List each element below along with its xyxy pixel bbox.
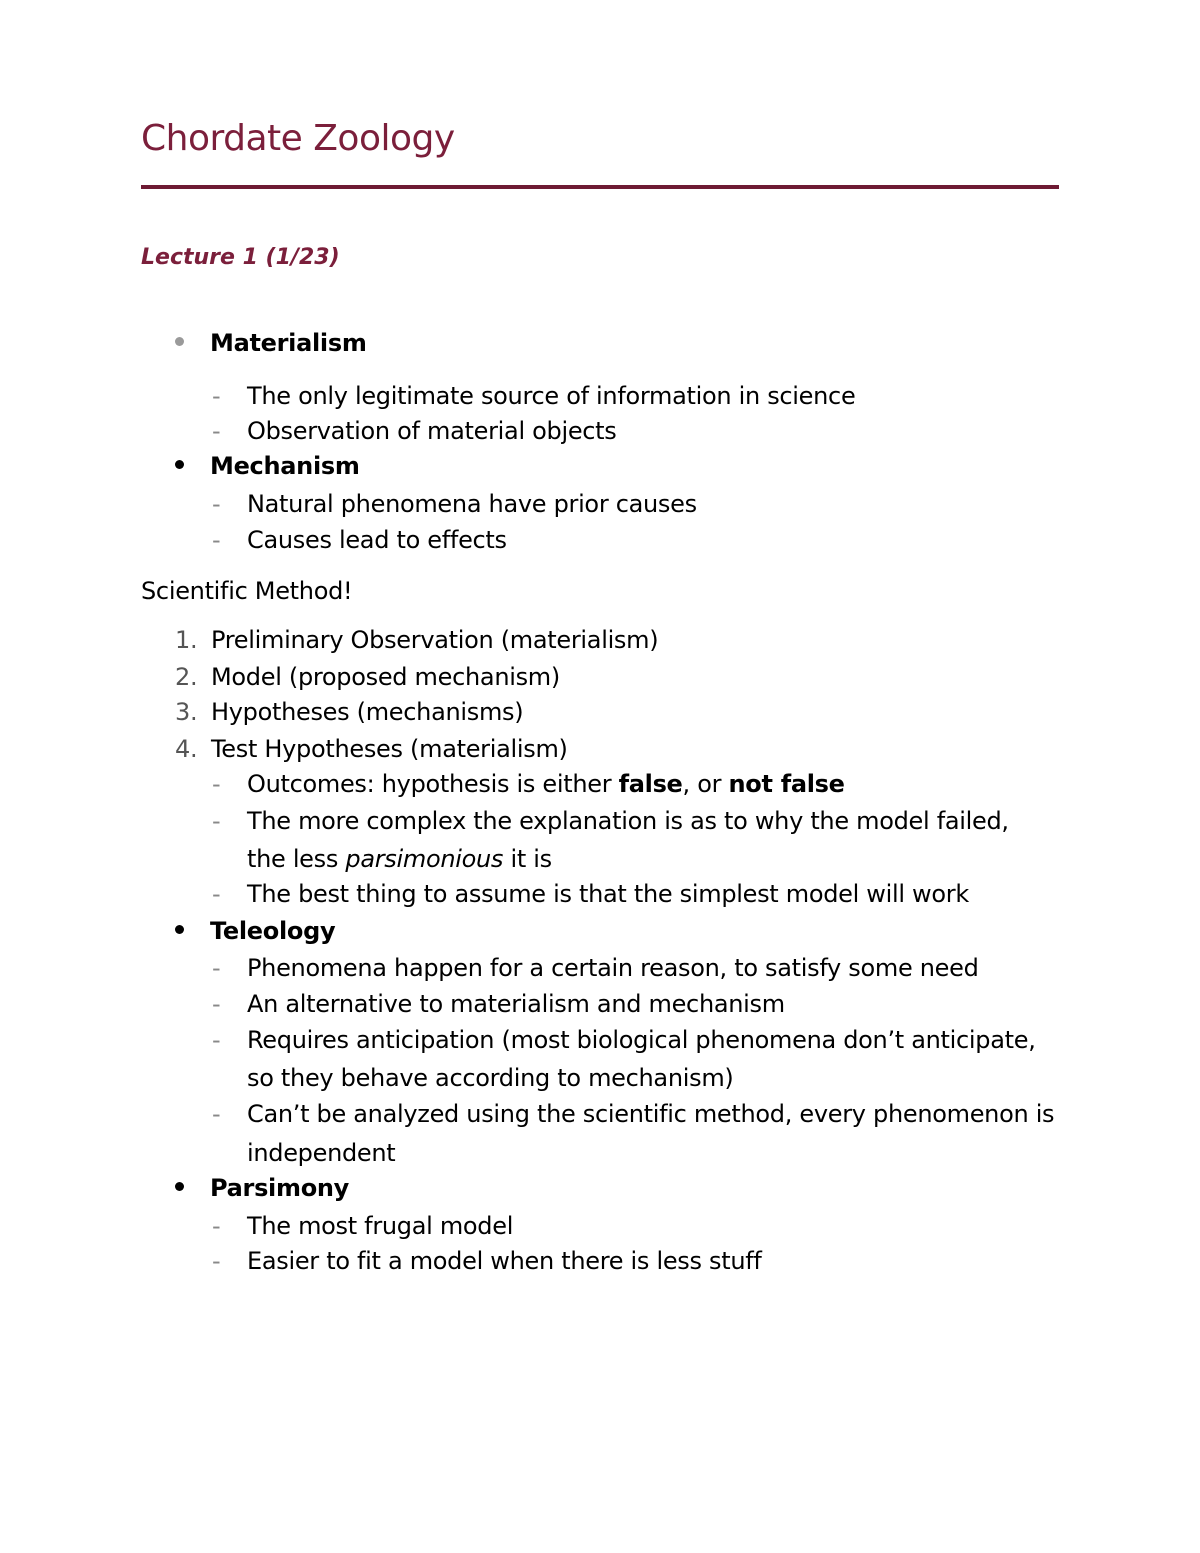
list-item: - The best thing to assume is that the simplest model will work (212, 880, 969, 908)
numbered-item: 4. Test Hypotheses (materialism) (175, 735, 568, 763)
list-item: - Natural phenomena have prior causes (212, 490, 697, 518)
list-item: - Can’t be analyzed using the scientific method, every phenomenon is (212, 1100, 1055, 1128)
list-item: - Phenomena happen for a certain reason, to satisfy some need (212, 954, 979, 982)
numbered-item: 2. Model (proposed mechanism) (175, 663, 560, 691)
list-item: - The more complex the explanation is as to why the model failed, (212, 807, 1009, 835)
bullet-icon (175, 460, 184, 469)
list-item: - Requires anticipation (most biological phenomena don’t anticipate, (212, 1026, 1036, 1054)
list-item: - An alternative to materialism and mechanism (212, 990, 785, 1018)
list-item: - The only legitimate source of information in science (212, 382, 856, 410)
bullet-parsimony: Parsimony (175, 1173, 349, 1203)
list-item: - Outcomes: hypothesis is either false, or not false (212, 770, 845, 798)
bullet-icon (175, 1182, 184, 1191)
bullet-materialism: Materialism (175, 328, 367, 358)
lecture-heading: Lecture 1 (1/23) (141, 245, 340, 270)
scientific-method-heading: Scientific Method! (141, 577, 353, 605)
bullet-icon (175, 337, 184, 346)
title-divider (141, 185, 1059, 189)
list-item-continuation: independent (247, 1139, 396, 1167)
numbered-item: 1. Preliminary Observation (materialism) (175, 626, 659, 654)
list-item-continuation: so they behave according to mechanism) (247, 1064, 734, 1092)
list-item: - Easier to fit a model when there is less stuff (212, 1247, 762, 1275)
bullet-mechanism: Mechanism (175, 451, 360, 481)
list-item: - The most frugal model (212, 1212, 514, 1240)
list-item: - Causes lead to effects (212, 526, 507, 554)
list-item: - Observation of material objects (212, 417, 617, 445)
bullet-teleology: Teleology (175, 916, 335, 946)
numbered-item: 3. Hypotheses (mechanisms) (175, 698, 524, 726)
list-item-continuation: the less parsimonious it is (247, 845, 552, 873)
document-title: Chordate Zoology (141, 118, 455, 159)
bullet-icon (175, 925, 184, 934)
